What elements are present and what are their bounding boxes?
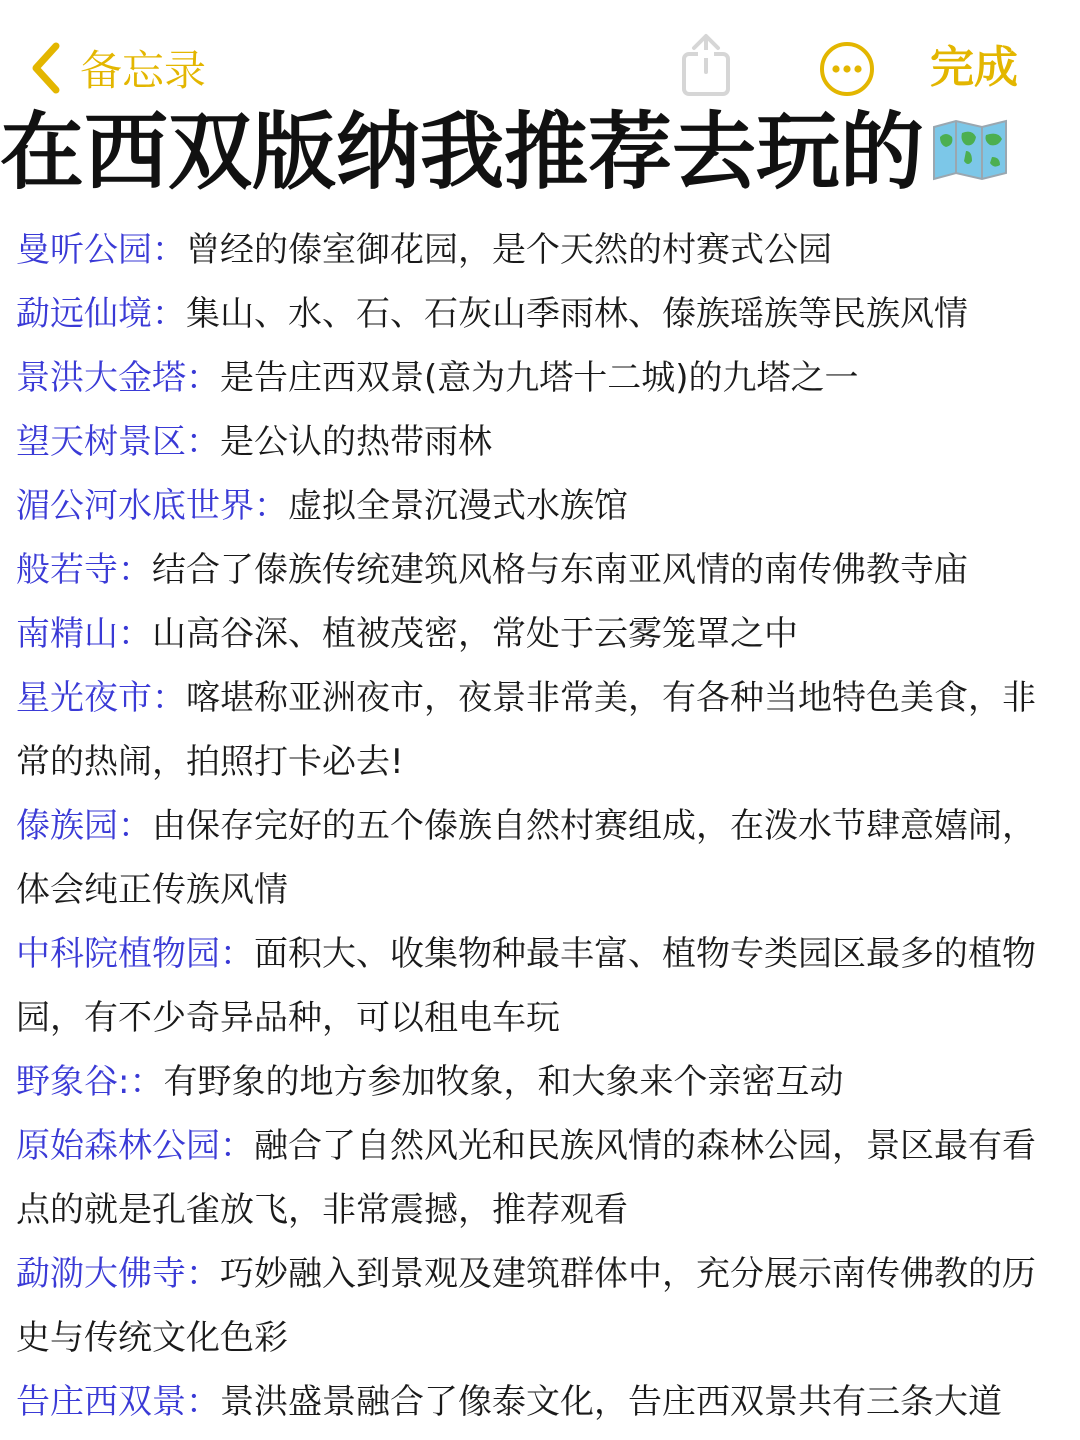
place-description: 面积大、收集物种最丰富、植物专类园区最多的植物园，有不少奇异品种，可以租电车玩 [16, 934, 1036, 1038]
place-description: 集山、水、石、石灰山季雨林、傣族瑶族等民族风情 [186, 294, 968, 334]
place-description: 巧妙融入到景观及建筑群体中，充分展示南传佛教的历史与传统文化色彩 [16, 1254, 1036, 1358]
note-line [16, 538, 1046, 602]
nav-bar [0, 0, 1080, 120]
done-button[interactable]: 完成 [930, 42, 1018, 93]
place-description: 结合了傣族传统建筑风格与东南亚风情的南传佛教寺庙 [152, 550, 968, 590]
place-name: 原始森林公园： [16, 1126, 254, 1166]
note-line [16, 346, 1046, 410]
place-name: 曼听公园： [16, 230, 186, 270]
note-line [16, 794, 1046, 922]
more-button[interactable] [818, 40, 876, 102]
place-name: 勐泐大佛寺： [16, 1254, 220, 1294]
back-label: 备忘录 [80, 46, 207, 95]
place-description: 山高谷深、植被茂密，常处于云雾笼罩之中 [152, 614, 798, 654]
place-description: 景洪盛景融合了像泰文化，告庄西双景共有三条大道 [220, 1382, 1002, 1422]
note-body[interactable] [16, 218, 1046, 1434]
place-description: 喀堪称亚洲夜市，夜景非常美，有各种当地特色美食，非常的热闹，拍照打卡必去! [16, 678, 1036, 782]
place-name: 景洪大金塔： [16, 358, 220, 398]
chevron-left-icon [30, 42, 62, 94]
share-button[interactable] [680, 32, 732, 102]
place-name: 湄公河水底世界： [16, 486, 288, 526]
place-name: 告庄西双景： [16, 1382, 220, 1422]
place-description: 有野象的地方参加牧象，和大象来个亲密互动 [163, 1062, 844, 1102]
place-name: 中科院植物园： [16, 934, 254, 974]
note-line [16, 666, 1046, 794]
note-line [16, 602, 1046, 666]
place-name: 野象谷:： [16, 1062, 164, 1102]
place-name: 般若寺： [16, 550, 152, 590]
note-title-text: 在西双版纳我推荐去玩的 [0, 103, 925, 201]
share-icon [680, 32, 732, 98]
note-line [16, 1114, 1046, 1242]
place-description: 是公认的热带雨林 [220, 422, 492, 462]
note-line [16, 282, 1046, 346]
place-description: 由保存完好的五个傣族自然村赛组成，在泼水节肆意嬉闹，体会纯正传族风情 [16, 806, 1036, 910]
place-description: 融合了自然风光和民族风情的森林公园，景区最有看点的就是孔雀放飞，非常震撼，推荐观看 [16, 1126, 1036, 1230]
place-description: 是告庄西双景(意为九塔十二城)的九塔之一 [220, 358, 859, 398]
world-map-icon [932, 104, 1008, 200]
place-name: 南精山： [16, 614, 152, 654]
note-line [16, 218, 1046, 282]
more-icon [818, 40, 876, 98]
note-line [16, 922, 1046, 1050]
note-line [16, 474, 1046, 538]
note-line [16, 1370, 1046, 1434]
place-name: 勐远仙境： [16, 294, 186, 334]
note-line [16, 1050, 1046, 1114]
place-name: 星光夜市： [16, 678, 186, 718]
note-title [0, 104, 1008, 200]
note-line [16, 410, 1046, 474]
back-button[interactable] [30, 38, 206, 98]
place-description: 曾经的傣室御花园，是个天然的村赛式公园 [186, 230, 832, 270]
place-name: 望天树景区： [16, 422, 220, 462]
place-name: 傣族园： [16, 806, 152, 846]
note-line [16, 1242, 1046, 1370]
place-description: 虚拟全景沉漫式水族馆 [288, 486, 628, 526]
